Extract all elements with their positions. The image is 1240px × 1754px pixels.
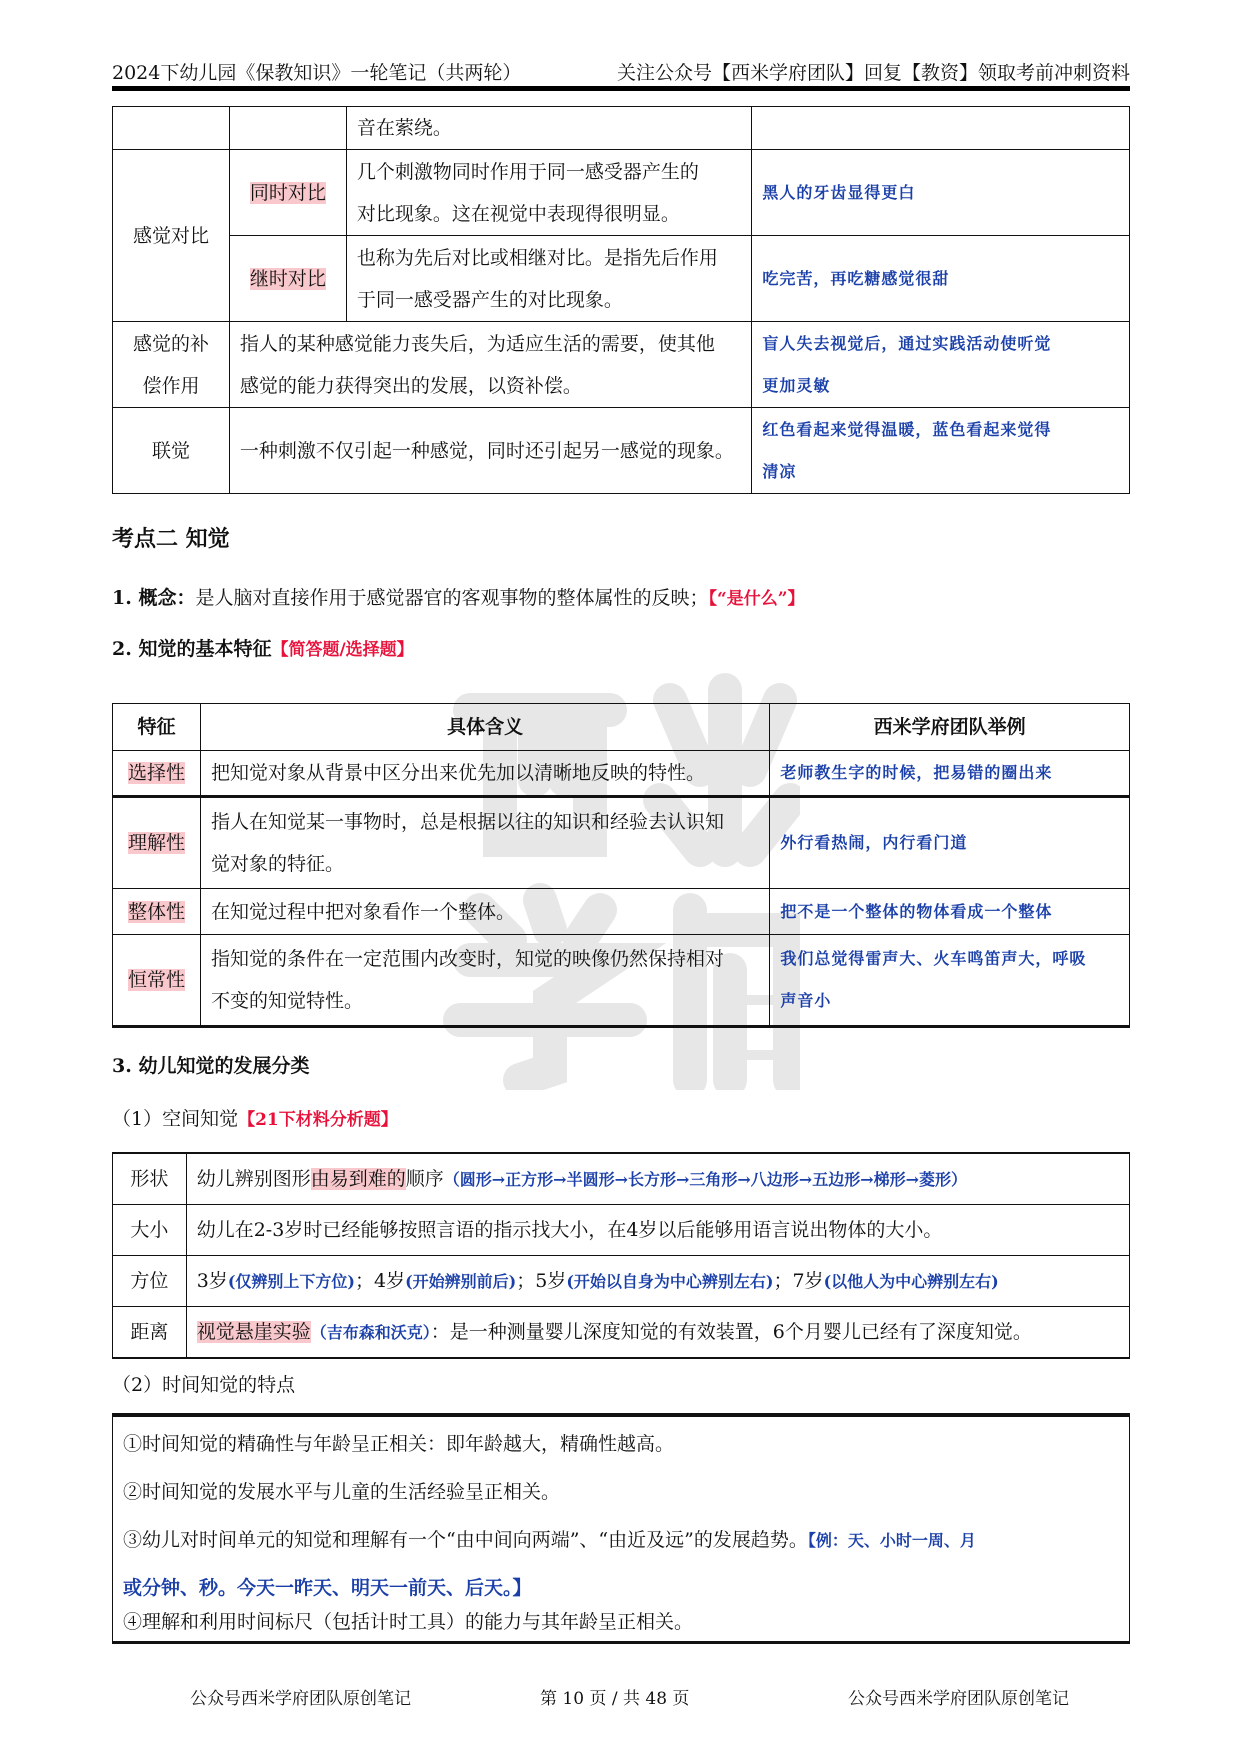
text: 3岁: [196, 1269, 228, 1292]
text-line: 几个刺激物同时作用于同一感受器产生的: [356, 160, 699, 183]
concept-line: [112, 583, 805, 610]
cell-meaning: 在知觉过程中把对象看作一个整体。: [200, 889, 769, 935]
time-heading: （2）时间知觉的特点: [112, 1374, 296, 1396]
cell-feature: [113, 751, 201, 797]
cell-content: 音在萦绕。: [346, 107, 752, 150]
text-line: 更加灵敏: [762, 375, 831, 395]
table-row: [113, 889, 1130, 935]
table-row: [113, 1205, 1130, 1256]
cell-name: 形状: [113, 1153, 187, 1205]
example-tag: 【例：天、小时一周、月: [807, 1531, 976, 1550]
shape-order: （圆形→正方形→半圆形→长方形→三角形→八边形→五边形→梯形→菱形）: [443, 1169, 968, 1189]
text-line: 对比现象。这在视觉中表现得很明显。: [356, 202, 680, 225]
text: 顺序: [405, 1167, 444, 1190]
header-promo: 关注公众号【西米学府团队】回复【教资】领取考前冲刺资料: [616, 62, 1130, 84]
note: (开始辨别前后): [405, 1271, 517, 1291]
text: ；7岁: [773, 1269, 824, 1292]
cell-example: 外行看热闹，内行看门道: [770, 797, 1130, 889]
table-row: [113, 408, 1130, 494]
text: ：是一种测量婴儿深度知觉的有效装置，6个月婴儿已经有了深度知觉。: [430, 1320, 1032, 1343]
cell-content: [346, 236, 752, 322]
sensation-table: [112, 106, 1130, 494]
features-tag: 【简答题/选择题】: [271, 640, 414, 660]
cell-example: 吃完苦，再吃糖感觉很甜: [752, 236, 1130, 322]
text-line: 指知觉的条件在一定范围内改变时，知觉的映像仍然保持相对: [210, 948, 724, 970]
text-line: 我们总觉得雷声大、火车鸣笛声大，呼吸: [780, 949, 1087, 968]
cell-name: 大小: [113, 1205, 187, 1256]
cell-feature: [113, 935, 201, 1027]
note: (以他人为中心辨别左右): [823, 1271, 999, 1291]
cell-feature: [113, 889, 201, 935]
text-line: 于同一感受器产生的对比现象。: [356, 288, 623, 311]
cell-example: 老师教生字的时候，把易错的圈出来: [770, 751, 1130, 797]
dev-heading: [112, 1051, 309, 1078]
text: ③幼儿对时间单元的知觉和理解有一个“由中间向两端”、“由近及远”的发展趋势。: [123, 1529, 808, 1551]
space-label: （1）空间知觉: [112, 1108, 239, 1130]
features-label: 2. 知觉的基本特征: [112, 638, 272, 660]
time-item-2: ②时间知觉的发展水平与儿童的生活经验呈正相关。: [123, 1481, 561, 1503]
dev-title: 3. 幼儿知觉的发展分类: [112, 1055, 310, 1077]
table-row: [113, 935, 1130, 1027]
header-rule: [112, 86, 1130, 91]
time-item-4: ④理解和利用时间标尺（包括计时工具）的能力与其年龄呈正相关。: [123, 1611, 694, 1633]
highlight-term: 继时对比: [249, 267, 326, 290]
cell-content: [186, 1307, 1129, 1359]
cell-name: 联觉: [113, 408, 230, 494]
text: ；4岁: [354, 1269, 406, 1292]
cell-meaning: 把知觉对象从背景中区分出来优先加以清晰地反映的特性。: [200, 751, 769, 797]
perception-features-table: [112, 703, 1130, 1028]
header-feature: 特征: [113, 704, 201, 751]
table-row: [113, 751, 1130, 797]
time-perception-box: [112, 1413, 1130, 1644]
table-row: [113, 236, 1130, 322]
page-header: [112, 56, 1130, 86]
cell-content: [186, 1153, 1129, 1205]
cell-content: 幼儿在2-3岁时已经能够按照言语的指示找大小，在4岁以后能够用语言说出物体的大小。: [186, 1205, 1129, 1256]
footer-left: 公众号西米学府团队原创笔记: [190, 1689, 411, 1709]
text-line: 清凉: [762, 461, 797, 481]
cell-content: 一种刺激不仅引起一种感觉，同时还引起另一感觉的现象。: [229, 408, 751, 494]
text-line: 也称为先后对比或相继对比。是指先后作用: [356, 246, 718, 269]
cell-example: [752, 408, 1130, 494]
table-row: [113, 322, 1130, 408]
cell-content: [346, 150, 752, 236]
table-row: [113, 1307, 1130, 1359]
text-line: 指人在知觉某一事物时，总是根据以往的知识和经验去认识知: [210, 811, 724, 833]
text-line: 盲人失去视觉后，通过实践活动使听觉: [762, 333, 1052, 353]
table-row: [113, 1153, 1130, 1205]
header-example: 西米学府团队举例: [770, 704, 1130, 751]
text: 幼儿辨别图形: [196, 1167, 311, 1190]
highlight-term: 整体性: [127, 900, 185, 923]
table-row: [113, 1256, 1130, 1307]
footer-page-number: 第 10 页 / 共 48 页: [540, 1689, 690, 1709]
text-line: 声音小: [780, 991, 832, 1010]
cell-group-sensory-contrast: 感觉对比: [113, 150, 230, 322]
text-line: 感觉的能力获得突出的发展，以资补偿。: [239, 374, 582, 397]
concept-label: 1. 概念：: [112, 587, 196, 609]
highlight-term: 由易到难的: [310, 1167, 406, 1190]
cell-example: [752, 107, 1130, 150]
table-row: [113, 107, 1130, 150]
cell-meaning: [200, 797, 769, 889]
cell-meaning: [200, 935, 769, 1027]
text-line: 不变的知觉特性。: [210, 990, 363, 1012]
cell-feature: [113, 797, 201, 889]
text-line: 感觉的补: [132, 332, 209, 355]
table-row: [113, 797, 1130, 889]
time-item-3: [123, 1525, 976, 1552]
cell-content: [186, 1256, 1129, 1307]
cell-example: [752, 322, 1130, 408]
header-title: 2024下幼儿园《保教知识》一轮笔记（共两轮）: [112, 62, 522, 84]
text-line: 偿作用: [142, 374, 200, 397]
time-item-1: ①时间知觉的精确性与年龄呈正相关：即年龄越大，精确性越高。: [123, 1433, 675, 1455]
cell-name: 方位: [113, 1256, 187, 1307]
footer-right: 公众号西米学府团队原创笔记: [848, 1689, 1069, 1709]
text: ；5岁: [516, 1269, 567, 1292]
note: （吉布森和沃克）: [310, 1322, 431, 1342]
table-row: [113, 150, 1130, 236]
cell-subtype: [229, 236, 346, 322]
cell-example: [770, 935, 1130, 1027]
concept-text: 是人脑对直接作用于感觉器官的客观事物的整体属性的反映；: [195, 587, 709, 609]
highlight-term: 恒常性: [127, 969, 185, 991]
space-heading: [112, 1104, 398, 1131]
note: (开始以自身为中心辨别左右): [566, 1271, 774, 1291]
text-line: 指人的某种感觉能力丧失后，为适应生活的需要，使其他: [239, 332, 715, 355]
highlight-term: 同时对比: [249, 181, 326, 204]
cell-subtype: [229, 150, 346, 236]
cell-name: [113, 322, 230, 408]
highlight-term: 视觉悬崖实验: [196, 1320, 311, 1343]
text-line: 觉对象的特征。: [210, 853, 344, 875]
cell-empty: [229, 107, 346, 150]
cell-content: [229, 322, 751, 408]
cell-name: 距离: [113, 1307, 187, 1359]
features-heading: [112, 634, 414, 661]
cell-example: 把不是一个整体的物体看成一个整体: [770, 889, 1130, 935]
cell-empty: [113, 107, 230, 150]
space-tag: 【21下材料分析题】: [238, 1110, 398, 1130]
table-header-row: [113, 704, 1130, 751]
highlight-term: 理解性: [127, 832, 185, 854]
concept-tag: 【“是什么”】: [708, 589, 805, 609]
time-item-3-cont: 或分钟、秒。今天一昨天、明天一前天、后天。】: [123, 1577, 532, 1599]
cell-example: 黑人的牙齿显得更白: [752, 150, 1130, 236]
note: (仅辨别上下方位): [227, 1271, 355, 1291]
header-meaning: 具体含义: [200, 704, 769, 751]
highlight-term: 选择性: [127, 762, 185, 784]
text-line: 红色看起来觉得温暖，蓝色看起来觉得: [762, 419, 1052, 439]
spatial-perception-table: [112, 1152, 1130, 1359]
section-title: 考点二 知觉: [112, 526, 230, 552]
